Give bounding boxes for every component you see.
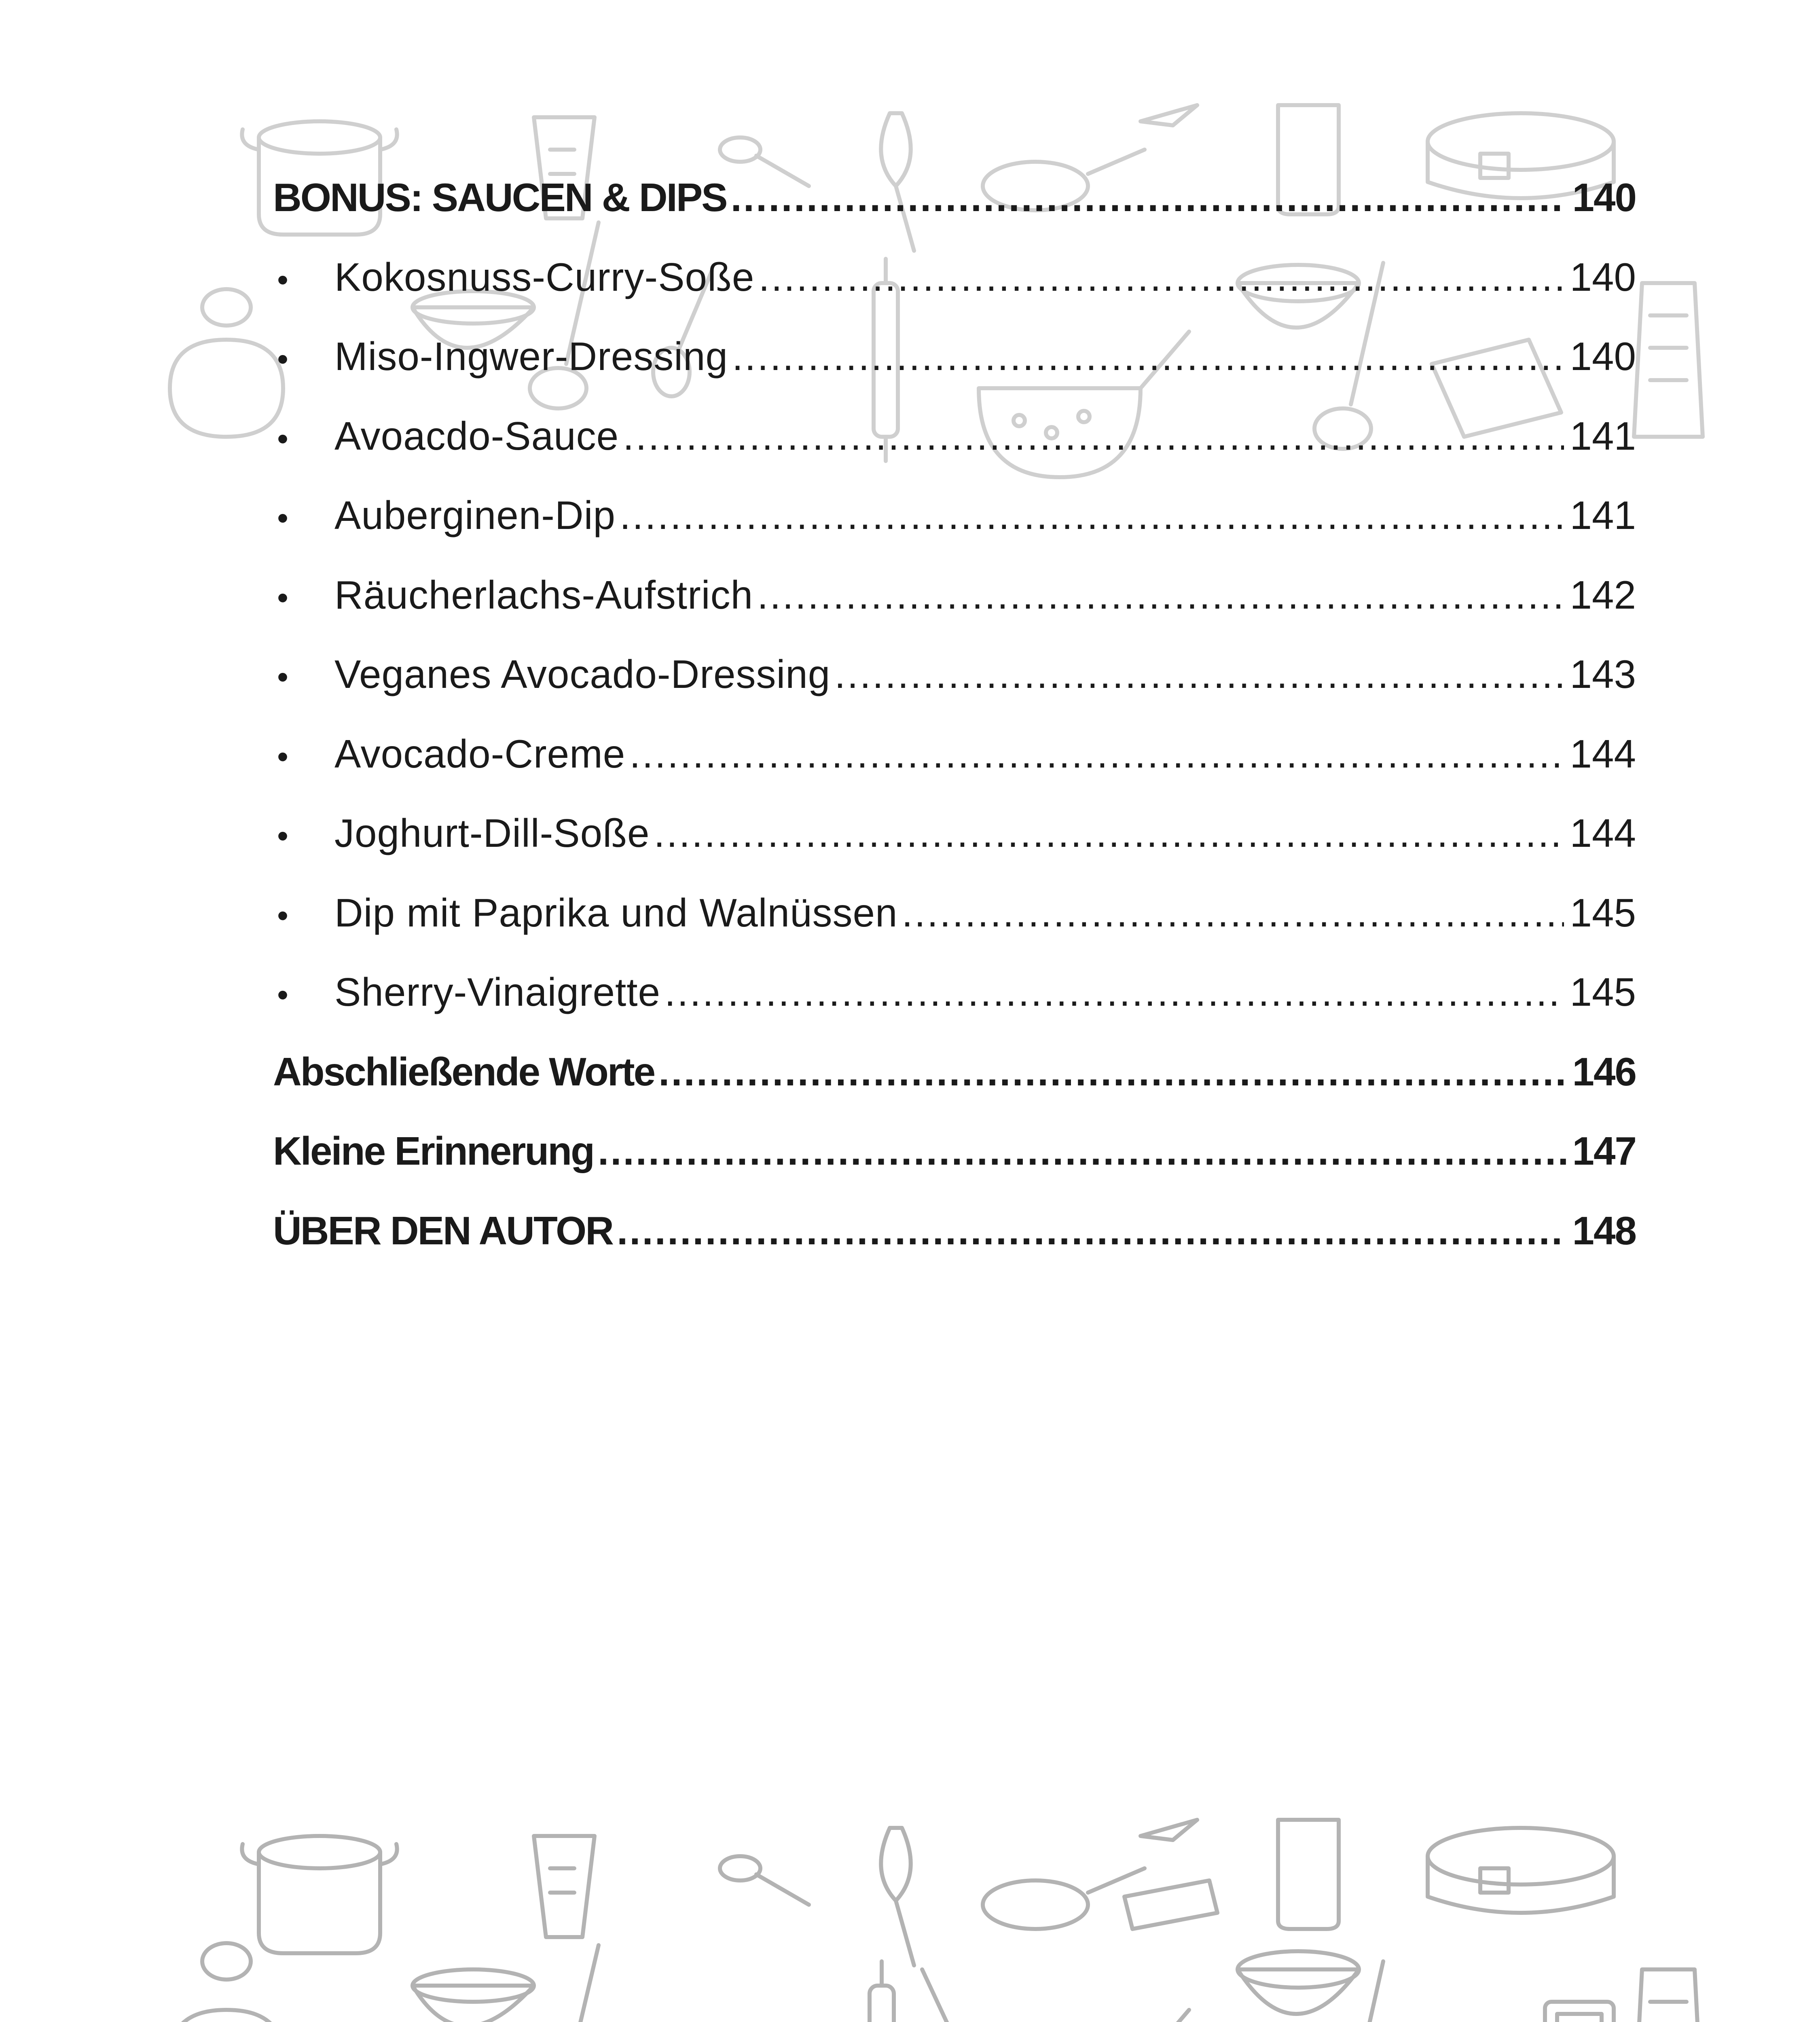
toc-page-number: 143: [1570, 652, 1636, 696]
frying-pan-icon: [983, 1868, 1145, 1929]
toc-entry-title: Räucherlachs-Aufstrich: [334, 572, 753, 617]
dot-leader: [757, 555, 1564, 635]
toc-list-item: [273, 714, 1636, 794]
toc-entry-title: Auberginen-Dip: [334, 493, 616, 537]
chopping-board-icon: [1124, 1880, 1217, 1929]
lidded-pot-icon: [170, 1943, 283, 2022]
knife-icon: [1141, 1820, 1197, 1840]
toc-page-number: 145: [1570, 970, 1636, 1014]
toc-heading-entry: [273, 158, 1636, 237]
toc-entry-title: Avocado-Creme: [334, 731, 626, 776]
toc-entry-title: Miso-Ingwer-Dressing: [334, 334, 728, 379]
toc-page-number: 141: [1570, 413, 1636, 458]
dot-leader: [665, 952, 1564, 1032]
grater-icon: [1634, 283, 1703, 437]
dot-leader: [623, 396, 1564, 476]
dot-leader: [617, 1191, 1566, 1271]
springform-pan-icon: [1428, 1828, 1614, 1913]
spoon-icon: [692, 1856, 809, 2022]
toc-heading-entry: [273, 1032, 1636, 1112]
toc-page-number: 140: [1572, 175, 1636, 220]
ladle-icon: [530, 1945, 1383, 2022]
toc-heading-entry: [273, 1111, 1636, 1191]
toc-page-number: 140: [1570, 254, 1636, 299]
dot-leader: [654, 793, 1564, 873]
toc-list-item: [273, 635, 1636, 714]
bullet-icon: •: [277, 659, 289, 695]
bullet-icon: •: [277, 579, 289, 615]
toc-entry-title: Veganes Avocado-Dressing: [334, 652, 831, 696]
calculator-icon: [1545, 2002, 1614, 2022]
dot-leader: [620, 476, 1564, 555]
toc-list-item: [273, 317, 1636, 396]
rolling-pin-icon: [870, 1961, 979, 2022]
toc-page-number: 144: [1570, 811, 1636, 855]
lidded-pot-icon: [170, 289, 283, 437]
toc-list-item: [273, 396, 1636, 476]
jar-icon: [1278, 1820, 1339, 1929]
toc-entry-title: Avoacdo-Sauce: [334, 413, 619, 458]
toc-page-number: 148: [1572, 1208, 1636, 1253]
dot-leader: [731, 158, 1567, 237]
bullet-icon: •: [277, 818, 289, 854]
dot-leader: [902, 873, 1564, 953]
mixing-bowl-icon: [413, 1951, 1359, 2022]
toc-page-number: 145: [1570, 890, 1636, 935]
dot-leader: [732, 317, 1564, 396]
toc-page-number: 146: [1572, 1049, 1636, 1094]
toc-list-item: [273, 952, 1636, 1032]
toc-list-item: [273, 793, 1636, 873]
bullet-icon: •: [277, 897, 289, 933]
toc-list-item: [273, 555, 1636, 635]
bullet-icon: •: [277, 261, 289, 298]
table-of-contents: [273, 158, 1636, 1270]
toc-page-number: 140: [1570, 334, 1636, 379]
toc-page-number: 147: [1572, 1129, 1636, 1173]
kitchen-utensils-watermark-bottom: [0, 1800, 1820, 2022]
bullet-icon: •: [277, 341, 289, 377]
cooking-pot-icon: [242, 1836, 397, 1953]
toc-entry-title: Kleine Erinnerung: [273, 1129, 594, 1173]
whisk-icon: [881, 1828, 914, 1965]
toc-page-number: 144: [1570, 731, 1636, 776]
toc-page-number: 142: [1570, 572, 1636, 617]
measuring-cup-icon: [534, 1836, 595, 1937]
colander-icon: [979, 2010, 1189, 2022]
toc-entry-title: Joghurt-Dill-Soße: [334, 811, 650, 855]
toc-entry-title: Sherry-Vinaigrette: [334, 970, 661, 1014]
dot-leader: [834, 635, 1564, 714]
bullet-icon: •: [277, 420, 289, 457]
grater-icon: [1634, 1969, 1703, 2022]
toc-list-item: [273, 873, 1636, 953]
bullet-icon: •: [277, 977, 289, 1013]
toc-entry-title: Dip mit Paprika und Walnüssen: [334, 890, 898, 935]
dot-leader: [629, 714, 1564, 794]
bullet-icon: •: [277, 500, 289, 536]
toc-entry-title: Kokosnuss-Curry-Soße: [334, 254, 755, 299]
toc-entry-title: BONUS: SAUCEN & DIPS: [273, 175, 727, 220]
toc-entry-title: ÜBER DEN AUTOR: [273, 1208, 613, 1253]
toc-page-number: 141: [1570, 493, 1636, 537]
toc-entry-title: Abschließende Worte: [273, 1049, 655, 1094]
knife-icon: [1141, 105, 1197, 125]
toc-list-item: [273, 476, 1636, 555]
dot-leader: [658, 1032, 1566, 1112]
dot-leader: [598, 1111, 1566, 1191]
dot-leader: [758, 237, 1564, 317]
toc-heading-entry: [273, 1191, 1636, 1271]
bullet-icon: •: [277, 738, 289, 774]
toc-list-item: [273, 237, 1636, 317]
